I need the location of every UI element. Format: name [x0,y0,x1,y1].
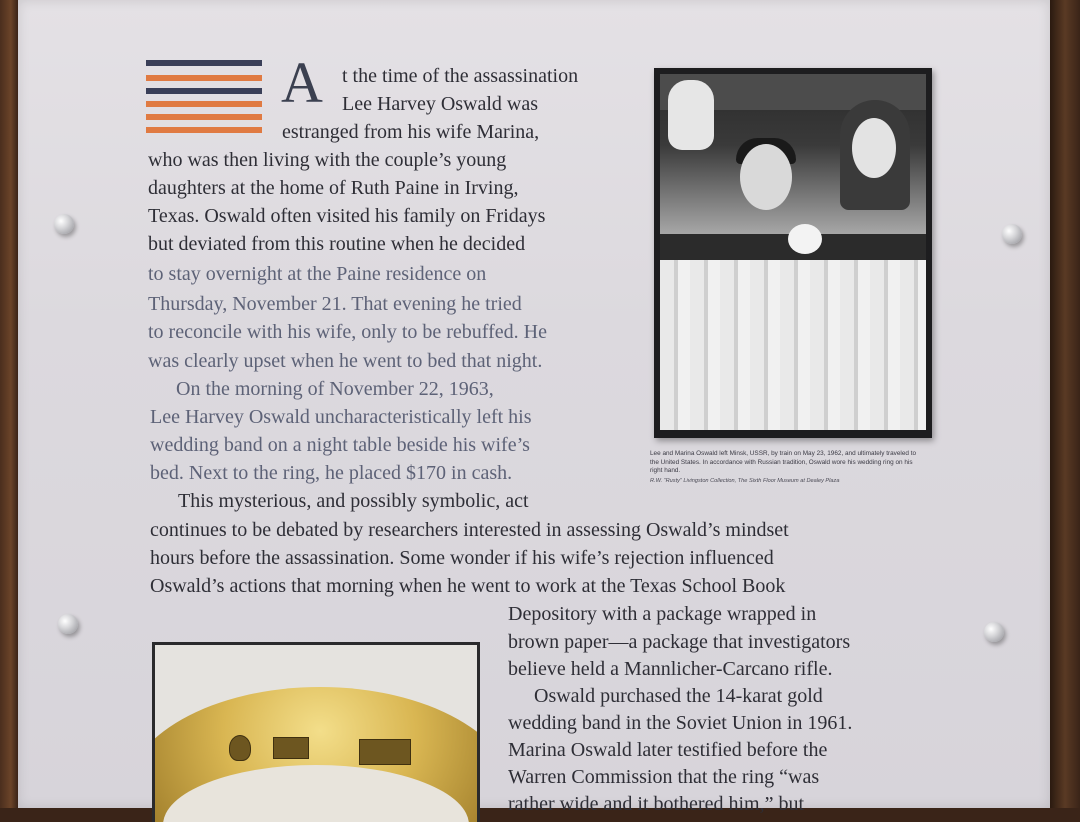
text-line: believe held a Mannlicher-Carcano rifle. [508,658,833,680]
text-line: brown paper—a package that investigators [508,631,851,653]
text-line: Lee Harvey Oswald uncharacteristically left his [150,406,532,428]
text-line: rather wide and it bothered him,” but [508,793,805,815]
text-line: Texas. Oswald often visited his family on Fridays [148,205,546,227]
standoff-bolt [984,622,1004,642]
text-line: who was then living with the couple’s young [148,149,507,171]
stripe-navy [146,60,262,66]
wood-frame-left [0,0,18,808]
text-line: On the morning of November 22, 1963, [176,378,494,400]
train-photo [660,74,926,430]
text-line: Lee Harvey Oswald was [342,93,539,115]
text-line: Warren Commission that the ring “was [508,766,820,788]
text-line: to stay overnight at the Paine residence on [148,263,487,285]
man-face [740,144,792,210]
text-line: This mysterious, and possibly symbolic, act [178,490,529,512]
hallmark-mark [273,737,309,759]
standoff-bolt [1002,224,1022,244]
woman-face [852,118,896,178]
stripe-orange [146,127,262,133]
waving-hand [668,80,714,150]
text-line: continues to be debated by researchers interested in assessing Oswald’s mindset [150,519,789,541]
stripe-navy [146,88,262,94]
text-line: hours before the assassination. Some wonder if his wife’s rejection influenced [150,547,774,569]
text-line: Oswald’s actions that morning when he went to work at the Texas School Book [150,575,786,597]
text-line: was clearly upset when he went to bed that night. [148,350,543,372]
standoff-bolt [58,614,78,634]
text-line: t the time of the assassination [342,65,579,87]
photo-caption: Lee and Marina Oswald left Minsk, USSR, by train on May 23, 1962, and ultimately traveled to the United States. In accordance with Russian tradition, Oswald wore his wedding ring on his right hand. [650,450,917,474]
text-line: estranged from his wife Marina, [282,121,540,143]
photo-credit: R.W. “Rusty” Livingston Collection, The Sixth Floor Museum at Dealey Plaza [650,478,840,484]
decorative-stripes [146,60,262,140]
curtain [660,260,926,430]
text-line: but deviated from this routine when he decided [148,233,526,255]
drop-cap: A [281,50,323,115]
text-line: Oswald purchased the 14-karat gold [534,685,823,707]
text-line: wedding band in the Soviet Union in 1961. [508,712,853,734]
flower [788,224,822,254]
text-line: bed. Next to the ring, he placed $170 in cash. [150,462,513,484]
text-line: wedding band on a night table beside his wife’s [150,434,530,456]
text-line: Marina Oswald later testified before the [508,739,828,761]
hallmark-mark [229,735,251,761]
hallmark-mark [359,739,411,765]
wood-frame-right [1050,0,1080,808]
text-line: Thursday, November 21. That evening he tried [148,293,522,315]
text-line: Depository with a package wrapped in [508,603,817,625]
stripe-orange [146,75,262,81]
stripe-orange [146,114,262,120]
ring-photo-frame [152,642,480,822]
ring-photo [155,645,477,822]
text-line: to reconcile with his wife, only to be rebuffed. He [148,321,547,343]
standoff-bolt [54,214,74,234]
text-line: daughters at the home of Ruth Paine in Irving, [148,177,519,199]
train-photo-frame [654,68,932,438]
stripe-orange [146,101,262,107]
